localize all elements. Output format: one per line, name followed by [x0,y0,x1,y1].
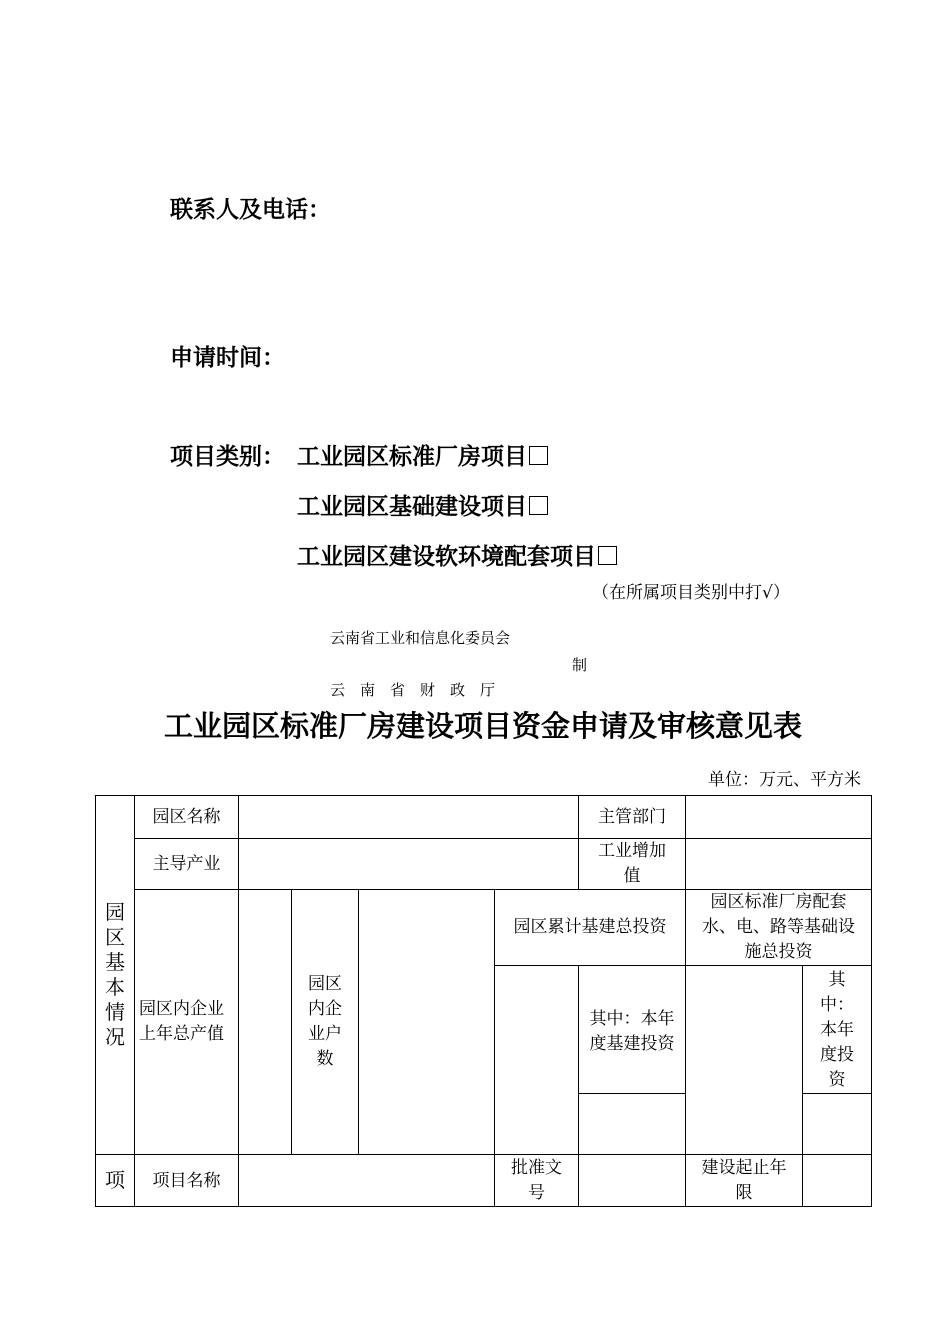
apply-time-label: 申请时间： [170,345,285,371]
this-year-construction-label: 其中：本年度基建投资 [579,966,686,1094]
unit-label: 单位：万元、平方米 [708,770,861,790]
this-year-investment-field[interactable] [803,1094,872,1155]
enterprise-count-field[interactable] [359,890,495,1155]
section-basic-info: 园 区 基 本 情 况 [96,796,135,1155]
project-name-field[interactable] [239,1155,495,1207]
checkbox-icon[interactable] [529,446,548,465]
category-option-2[interactable] [297,488,548,521]
contact-label: 联系人及电话： [170,197,331,223]
issuer-org-2: 云南省财政厅 [330,681,511,699]
construction-period-field[interactable] [803,1155,872,1207]
park-name-field[interactable] [239,796,579,839]
category-label: 项目类别： [170,444,285,470]
issuer-org-1: 云南省工业和信息化委员会 [330,629,511,647]
cumulative-investment-label: 园区累计基建总投资 [495,890,686,966]
construction-period-label: 建设起止年限 [686,1155,803,1207]
application-form-table [95,795,872,1207]
category-option-1[interactable] [297,438,548,471]
checkbox-icon[interactable] [598,546,617,565]
category-option-1-label: 工业园区标准厂房项目 [297,444,527,470]
issuer-suffix: 制 [572,656,588,674]
project-name-label: 项目名称 [135,1155,239,1207]
category-option-3[interactable] [297,538,617,571]
form-title: 工业园区标准厂房建设项目资金申请及审核意见表 [163,709,802,743]
leading-industry-field[interactable] [239,839,579,890]
authority-label: 主管部门 [579,796,686,839]
park-name-label: 园区名称 [135,796,239,839]
total-output-field[interactable] [239,890,292,1155]
this-year-construction-field[interactable] [579,1094,686,1155]
category-note: （在所属项目类别中打√） [592,583,790,603]
supporting-investment-label: 园区标准厂房配套水、电、路等基础设施总投资 [686,890,872,966]
authority-field[interactable] [686,796,872,839]
this-year-investment-label: 其中：本年度投资 [803,966,872,1094]
added-value-field[interactable] [686,839,872,890]
cumulative-investment-field[interactable] [495,966,579,1155]
leading-industry-label: 主导产业 [135,839,239,890]
category-option-3-label: 工业园区建设软环境配套项目 [297,544,596,570]
total-output-label: 园区内企业上年总产值 [135,890,239,1155]
checkbox-icon[interactable] [529,496,548,515]
approval-number-label: 批准文号 [495,1155,579,1207]
approval-number-field[interactable] [579,1155,686,1207]
enterprise-count-label: 园区内企业户数 [292,890,359,1155]
added-value-label: 工业增加值 [579,839,686,890]
section-project: 项 [96,1155,135,1207]
supporting-investment-field[interactable] [686,966,803,1155]
category-option-2-label: 工业园区基础建设项目 [297,494,527,520]
